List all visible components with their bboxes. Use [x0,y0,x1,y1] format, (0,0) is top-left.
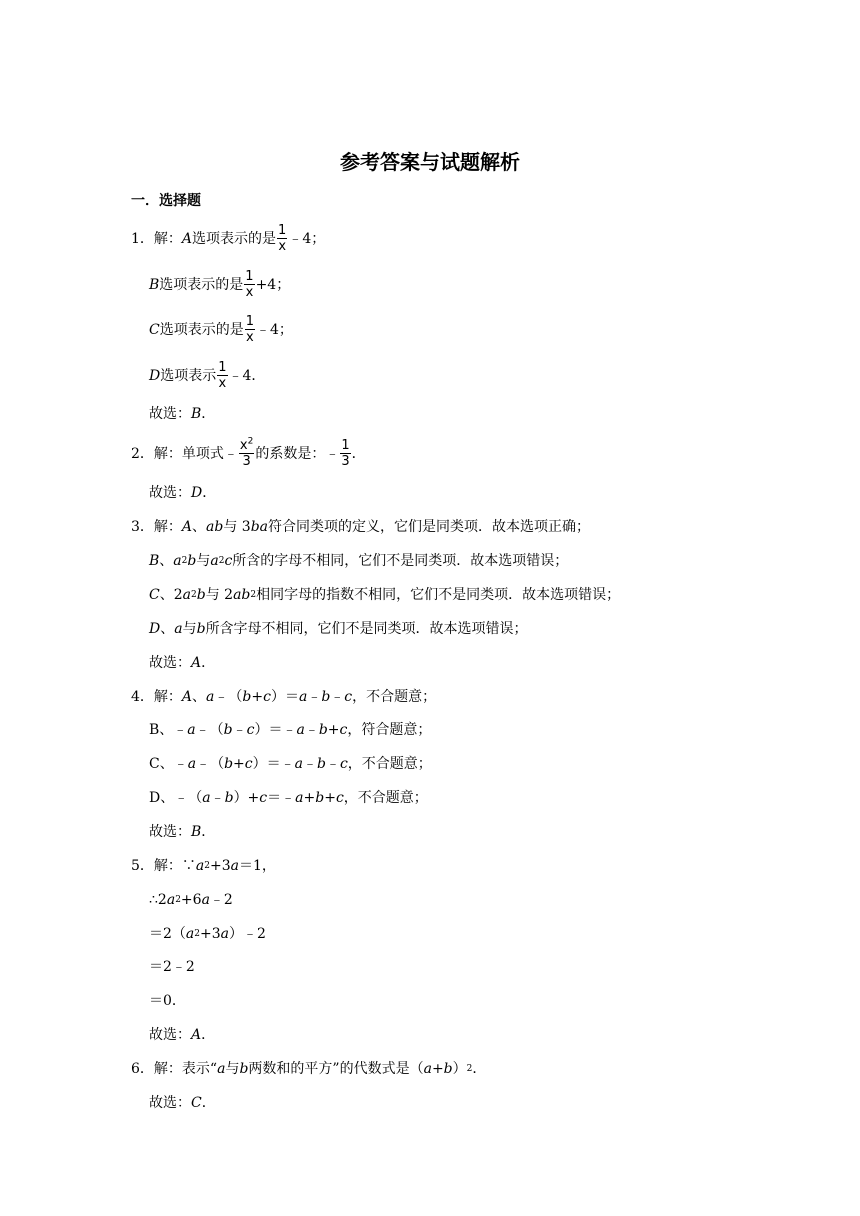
q3-line-d: D 、 a 与 b 所含字母不相同，它们不是同类项．故本选项错误； [149,621,528,637]
fraction-one-over-x: $\frac{1}{x}$ [245,314,254,345]
q6-answer: 故选： C ． [149,1095,216,1111]
q5-line-step1: ∴2 a 2 +6 a ﹣2 [149,892,233,908]
q4-line-b: B、﹣ a ﹣（ b ﹣ c ）＝﹣ a ﹣ b + c ，符合题意； [149,722,432,738]
fraction-one-over-x: $\frac{1}{x}$ [278,223,287,254]
fraction-x-squared-over-three: $\frac{x^2}{3}$ [239,436,254,469]
page-title: 参考答案与试题解析 [340,150,520,174]
q4-answer: 故选： B ． [149,824,216,840]
q3-answer: 故选： A ． [149,655,216,671]
q5-line-step2: ＝2（ a 2 +3 a ）﹣2 [149,926,266,942]
q3-line-b: B 、 a 2 b 与 a 2 c 所含的字母不相同，它们不是同类项．故本选项错误； [149,553,569,569]
fraction-one-over-x: $\frac{1}{x}$ [245,269,254,300]
q4-line-d: D、﹣（ a ﹣ b ）+ c ＝﹣ a + b + c ，不合题意； [149,790,428,806]
q2-line: 2．解：单项式﹣ $\frac{x^2}{3}$ 的系数是：﹣ $\frac{1}{3}$ ． [131,436,366,469]
q1-line-d: D 选项表示 $\frac{1}{x}$ ﹣4． [149,360,266,391]
q1-line-c: C 选项表示的是 $\frac{1}{x}$ ﹣4； [149,314,293,345]
q4-line-c: C、﹣ a ﹣（ b + c ）＝﹣ a ﹣ b ﹣ c ，不合题意； [149,756,432,772]
fraction-one-over-three: $\frac{1}{3}$ [341,438,350,469]
q3-line-a: 3．解： A 、 ab 与 3 ba 符合同类项的定义，它们是同类项．故本选项正确； [131,519,591,535]
q5-answer: 故选： A ． [149,1027,216,1043]
q4-line-a: 4．解： A 、 a ﹣（ b + c ）＝ a ﹣ b ﹣ c ，不合题意； [131,689,437,705]
q5-line-step3: ＝2﹣2 [149,959,195,975]
q3-line-c: C 、2 a 2 b 与 2 ab 2 相同字母的指数不相同，它们不是同类项．故本选项错误； [149,587,621,603]
q2-answer: 故选： D ． [149,485,217,501]
fraction-one-over-x: $\frac{1}{x}$ [218,360,227,391]
q1-answer: 故选： B ． [149,406,216,422]
q6-line: 6．解：表示“ a 与 b 两数和的平方”的代数式是（ a + b ） 2 ． [131,1061,487,1077]
q5-line-step4: ＝0． [149,993,186,1009]
q1-line-b: B 选项表示的是 $\frac{1}{x}$ +4； [149,269,291,300]
q5-line-given: 5．解：∵ a 2 +3 a ＝1， [131,858,276,874]
q1-line-a: 1．解： A 选项表示的是 $\frac{1}{x}$ ﹣4； [131,223,326,254]
section-heading: 一．选择题 [131,193,201,209]
